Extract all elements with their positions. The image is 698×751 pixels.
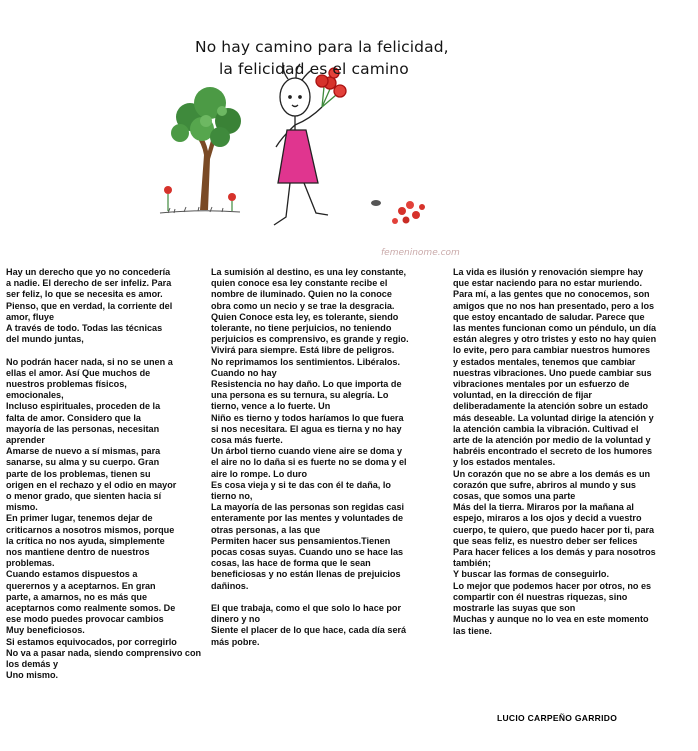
text-line: perjuicios es comprensivo, es grande y regio. [211,334,409,345]
text-line: o menor grado, que sienten hacia sí [6,491,162,502]
text-line: cosas, que somos una parte [453,491,576,502]
text-line: Para mí, a las gentes que no conocemos, son [453,289,650,300]
text-line: origen en el rechazo y el odio en mayor [6,479,177,490]
text-line: vibraciones mentales por un esfuerzo de [453,379,630,390]
text-line: ser feliz, lo que se necesita es amor. [6,289,163,300]
text-line: Muy beneficiosos. [6,625,85,636]
text-line: nos mantiene dentro de nuestros [6,547,150,558]
text-line: y estados mentales, tenemos que cambiar [453,356,636,367]
text-line: parte de los problemas, tienen su [6,468,151,479]
text-line: están alegres y otro tristes y esto no hay quien [453,334,657,345]
text-line: aprender [6,435,45,446]
text-line: dañinos. [211,580,249,591]
text-line: Uno mismo. [6,670,59,681]
text-line: cosas, las hace de forma que le sean [211,558,371,569]
text-line: falta de amor. Considero que la [6,412,141,423]
text-column-2 [211,267,446,648]
text-line: la crítica no nos ayuda, simplemente [6,535,165,546]
text-line: emocionales, [6,390,64,401]
text-line: problemas. [6,558,55,569]
text-line: tierno no, [211,491,253,502]
text-line: Lo mejor que podemos hacer por otros, no es [453,580,652,591]
text-line: beneficiosas y no están llenas de prejuicios [211,569,401,580]
text-line: una persona es su ternura, su alegría. Lo [211,390,389,401]
text-line: ellas el amor. Así Que muchos de [6,367,151,378]
text-line: a nadie. El derecho de ser infeliz. Para [6,278,172,289]
text-line: amigos que no nos han presentado, pero a los [453,300,655,311]
text-line: Siente el placer de lo que hace, cada día será [211,625,407,636]
text-line: cuerpo, te quiero, que puedo hacer por ti, para [453,524,655,535]
text-line: Quien Conoce esta ley, es tolerante, siendo [211,311,399,322]
text-line: Más del la tierra. Miraros por la mañana al [453,502,634,513]
text-line: las mentes funcionan como un péndulo, un día [453,323,657,334]
text-line: lo evite, pero para cambiar nuestros humores [453,345,651,356]
text-line: espejo, miraros a los ojos y decid a vuestro [453,513,642,524]
text-line: más deseable. La voluntad dirige la atención y [453,412,654,423]
text-line: Amarse de nuevo a sí mismas, para [6,446,161,457]
title-line-1: No hay camino para la felicidad, [195,38,449,56]
text-line: quien conoce esa ley constante recibe el [211,278,388,289]
text-line: corazón que sufre, abriros al mundo y sus [453,479,636,490]
text-line: nombre de iluminado. Quien no la conoce [211,289,392,300]
text-line: Para hacer felices a los demás y para nosotros [453,547,656,558]
text-line: mayoría de las personas, necesitan [6,423,160,434]
text-line: No podrán hacer nada, si no se unen a [6,356,173,367]
text-line: Permiten hacer sus pensamientos.Tienen [211,535,391,546]
text-line: sanarse, su alma y su cuerpo. Gran [6,457,160,468]
text-line: querernos y a aceptarnos. En gran [6,580,156,591]
text-line: tolerante, no tiene perjuicios, no teniendo [211,323,392,334]
text-line: La mayoría de las personas son regidas casi [211,502,405,513]
text-line: deliberadamente la atención sobre un estado [453,401,649,412]
text-line: mismo. [6,502,38,513]
text-line: Y buscar las formas de conseguirlo. [453,569,609,580]
text-line: Muchas y aunque no lo vea en este momento [453,614,649,625]
text-line: la atención cambia la vibración. Cultivad el [453,423,639,434]
text-line: mostrarle las suyas que son [453,603,576,614]
text-line: voluntad, en la dirección de fijar [453,390,592,401]
text-line: Si estamos equivocados, por corregirlo [6,636,177,647]
tree-icon [164,87,241,211]
text-line: A través de todo. Todas las técnicas [6,323,163,334]
text-line: arte de la atención por medio de la voluntad y [453,435,651,446]
text-line: No va a pasar nada, siendo comprensivo con [6,647,202,658]
watermark: femeninome.com [381,248,460,258]
text-line: El que trabaja, como el que solo lo hace por [211,603,402,614]
text-line: nuestras vibraciones. Uno puede cambiar sus [453,367,652,378]
text-line: otras personas, a las que [211,524,321,535]
text-line: parte, a amarnos, no es más que [6,591,148,602]
text-line: aire lo rompe. Lo duro [211,468,307,479]
text-column-1 [6,267,206,682]
text-line: aceptarnos como realmente somos. De [6,603,176,614]
text-line: habréis encontrado el secreto de los humores [453,446,653,457]
text-line: que estoy encantado de saludar. Parece que [453,311,645,322]
text-line: dinero y no [211,614,261,625]
text-line: Pienso, que en verdad, la corriente del [6,300,173,311]
text-line: La vida es ilusión y renovación siempre hay [453,267,644,277]
text-line: pocas cosas suyas. Cuando uno se hace las [211,547,404,558]
text-line: Vivirá para siempre. Está libre de peligros. [211,345,395,356]
text-line: cosa más fuerte. [211,435,283,446]
text-line: Niño es tierno y todos haríamos lo que fuera [211,412,404,423]
text-line: No reprimamos los sentimientos. Libéralos. [211,356,400,367]
text-line: ese modo puedes provocar cambios [6,614,164,625]
text-line: Es cosa vieja y si te das con él te daña, lo [211,479,391,490]
author-signature: LUCIO CARPEÑO GARRIDO [497,713,618,723]
text-column-3 [453,267,693,637]
text-line: que seas feliz, es nuestro deber ser felices [453,535,638,546]
text-line: nuestros problemas físicos, [6,379,127,390]
text-line: que estar naciendo para no estar muriendo. [453,278,642,289]
girl-with-flowers-icon [274,64,346,225]
text-line: criticarnos a nosotros mismos, porque [6,524,175,535]
text-line: tierno, vence a lo fuerte. Un [211,401,331,412]
text-line: más pobre. [211,636,260,647]
text-line: los demás y [6,659,59,670]
text-line: enteramente por las mentes y voluntades de [211,513,404,524]
text-line: Un corazón que no se abre a los demás es un [453,468,651,479]
text-line: el aire no lo daña si es fuerte no se doma y el [211,457,407,468]
text-line: Resistencia no hay daño. Lo que importa de [211,379,402,390]
text-line [211,592,446,603]
fallen-petals-icon [371,200,425,224]
text-line: si nos necesitara. El agua es tierna y no hay [211,423,402,434]
text-line: Un árbol tierno cuando viene aire se doma y [211,446,403,457]
text-line: En primer lugar, tenemos dejar de [6,513,153,524]
text-line: las tiene. [453,625,492,636]
text-line: y los estados mentales. [453,457,556,468]
text-line: del mundo juntas, [6,334,84,345]
text-line: Cuando no hay [211,367,277,378]
text-line: compartir con él nuestras riquezas, sino [453,591,628,602]
text-line: Cuando estamos dispuestos a [6,569,138,580]
text-line [6,345,206,356]
text-line: también; [453,558,491,569]
text-line: amor, fluye [6,311,55,322]
text-line: Incluso espirituales, proceden de la [6,401,161,412]
title-line-2: la felicidad es el camino [219,60,409,78]
page-title [195,36,465,80]
text-line: Hay un derecho que yo no concedería [6,267,171,277]
text-line: La sumisión al destino, es una ley constante, [211,267,407,277]
text-line: obra como un necio y se trae la desgracia. [211,300,395,311]
